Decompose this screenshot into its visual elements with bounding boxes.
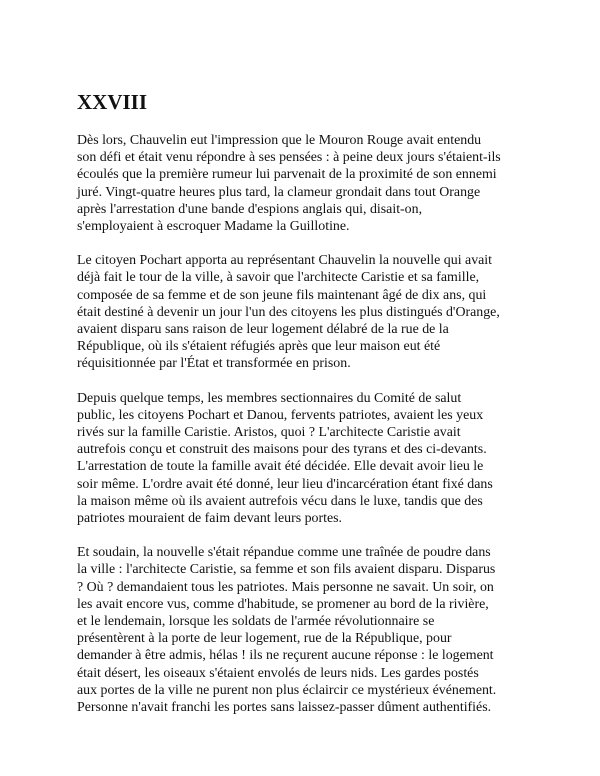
text-line: son défi et était venu répondre à ses pensées : à peine deux jours s'étaient-ils — [77, 150, 501, 166]
text-line: déjà fait le tour de la ville, à savoir que l'architecte Caristie et sa famille, — [77, 270, 480, 286]
text-line: autrefois conçu et construit des maisons pour des tyrans et des ci-devants. — [77, 442, 487, 458]
paragraph-1 — [77, 132, 531, 235]
text-line: était désert, les oiseaux s'étaient envolés de leurs nids. Les gardes postés — [77, 665, 479, 681]
text-line: écoulés que la première rumeur lui parvenait de la proximité de son ennemi — [77, 167, 497, 183]
text-line: Depuis quelque temps, les membres sectionnaires du Comité de salut — [77, 390, 462, 406]
text-line: Le citoyen Pochart apporta au représentant Chauvelin la nouvelle qui avait — [77, 253, 493, 269]
text-line: et le lendemain, lorsque les soldats de l'armée révolutionnaire se — [77, 614, 435, 630]
text-line: ? Où ? demandaient tous les patriotes. Mais personne ne savait. Un soir, on — [77, 579, 494, 595]
text-line: Dès lors, Chauvelin eut l'impression que le Mouron Rouge avait entendu — [77, 133, 482, 148]
text-line: avaient disparu sans raison de leur logement délabré de la rue de la — [77, 322, 449, 338]
text-line: demander à être admis, hélas ! ils ne reçurent aucune réponse : le logement — [77, 648, 494, 664]
text-line: composée de sa femme et de son jeune fils maintenant âgé de dix ans, qui — [77, 287, 487, 303]
text-line: juré. Vingt-quatre heures plus tard, la clameur grondait dans tout Orange — [77, 184, 481, 200]
text-line: aux portes de la ville ne purent non plus éclaircir ce mystérieux événement. — [77, 682, 497, 698]
paragraph-4 — [77, 544, 531, 716]
text-line: après l'arrestation d'une bande d'espions anglais qui, disait-on, — [77, 201, 423, 217]
chapter-title: XXVIII — [77, 90, 148, 114]
paragraph-3 — [77, 390, 531, 528]
text-line: réquisitionnée par l'État et transformée en prison. — [77, 356, 351, 372]
text-line: L'arrestation de toute la famille avait été décidée. Elle devait avoir lieu le — [77, 459, 484, 475]
text-line: patriotes mouraient de faim devant leurs portes. — [77, 511, 342, 527]
document-body — [77, 90, 531, 733]
text-line: s'employaient à escroquer Madame la Guillotine. — [77, 219, 350, 235]
paragraph-2 — [77, 252, 531, 372]
text-line: était destiné à devenir un jour l'un des citoyens les plus distingués d'Orange, — [77, 304, 500, 320]
text-line: public, les citoyens Pochart et Danou, fervents patriotes, avaient les yeux — [77, 407, 484, 423]
text-line: rivés sur la famille Caristie. Aristos, quoi ? L'architecte Caristie avait — [77, 425, 461, 441]
text-line: République, où ils s'étaient réfugiés après que leur maison eut été — [77, 339, 441, 355]
text-line: Et soudain, la nouvelle s'était répandue comme une traînée de poudre dans — [77, 545, 491, 561]
text-line: soir même. L'ordre avait été donné, leur lieu d'incarcération étant fixé dans — [77, 476, 493, 492]
text-line: présentèrent à la porte de leur logement, rue de la République, pour — [77, 631, 452, 647]
text-line: Personne n'avait franchi les portes sans laissez-passer dûment authentifiés. — [77, 700, 492, 716]
text-line: la maison même où ils avaient autrefois vécu dans le luxe, tandis que des — [77, 493, 483, 509]
text-line: la ville : l'architecte Caristie, sa femme et son fils avaient disparu. Disparus — [77, 562, 496, 578]
text-line: les avait encore vus, comme d'habitude, se promener au bord de la rivière, — [77, 596, 489, 612]
